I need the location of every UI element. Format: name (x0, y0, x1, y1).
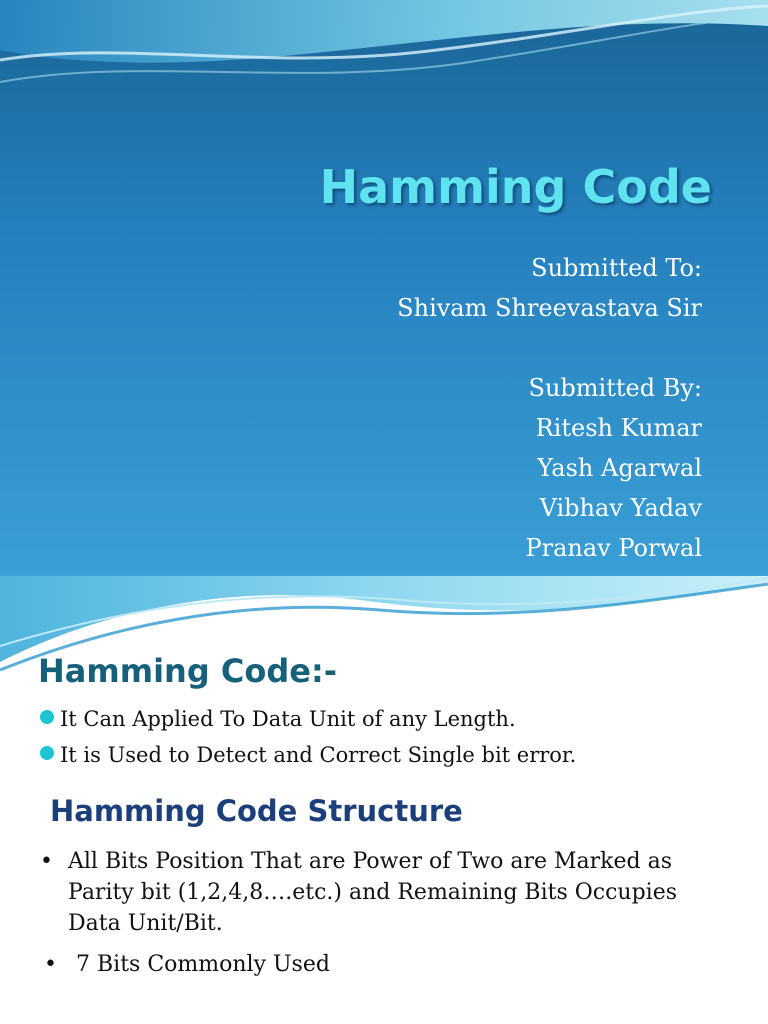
list-item (38, 740, 576, 776)
section-heading-text: Hamming Code (38, 652, 311, 690)
list-item (38, 704, 576, 740)
member-name: Pranav Porwal (525, 534, 702, 562)
list-item-text: All Bits Position That are Power of Two are Marked as Parity bit (1,2,4,8….etc.) and Remaining Bits Occupies Data Unit/Bit. (68, 849, 678, 936)
content-slide (0, 576, 768, 1024)
list-item (38, 949, 336, 980)
structure-heading: Hamming Code Structure (50, 794, 463, 828)
circle-bullet-icon (40, 710, 54, 724)
member-name: Ritesh Kumar (535, 414, 702, 442)
bullet-icon: • (40, 849, 53, 874)
structure-list (38, 846, 698, 990)
submitted-to-name: Shivam Shreevastava Sir (397, 294, 702, 322)
list-item-text: 7 Bits Commonly Used (76, 952, 330, 977)
section-heading-suffix: :- (310, 652, 338, 690)
submitted-by-label: Submitted By: (528, 374, 702, 402)
section-heading (38, 652, 337, 690)
bullet-icon: • (44, 952, 57, 977)
circle-bullet-icon (40, 746, 54, 760)
presentation-title: Hamming Code (319, 160, 712, 214)
list-item-text: It Can Applied To Data Unit of any Length. (60, 707, 516, 731)
submitted-to-label: Submitted To: (531, 254, 702, 282)
submission-info (242, 248, 702, 568)
list-item-text: It is Used to Detect and Correct Single bit error. (60, 743, 577, 767)
spacer (242, 328, 702, 368)
list-item (38, 846, 698, 939)
member-name: Vibhav Yadav (539, 494, 702, 522)
key-points-list (38, 704, 576, 776)
member-name: Yash Agarwal (537, 454, 702, 482)
